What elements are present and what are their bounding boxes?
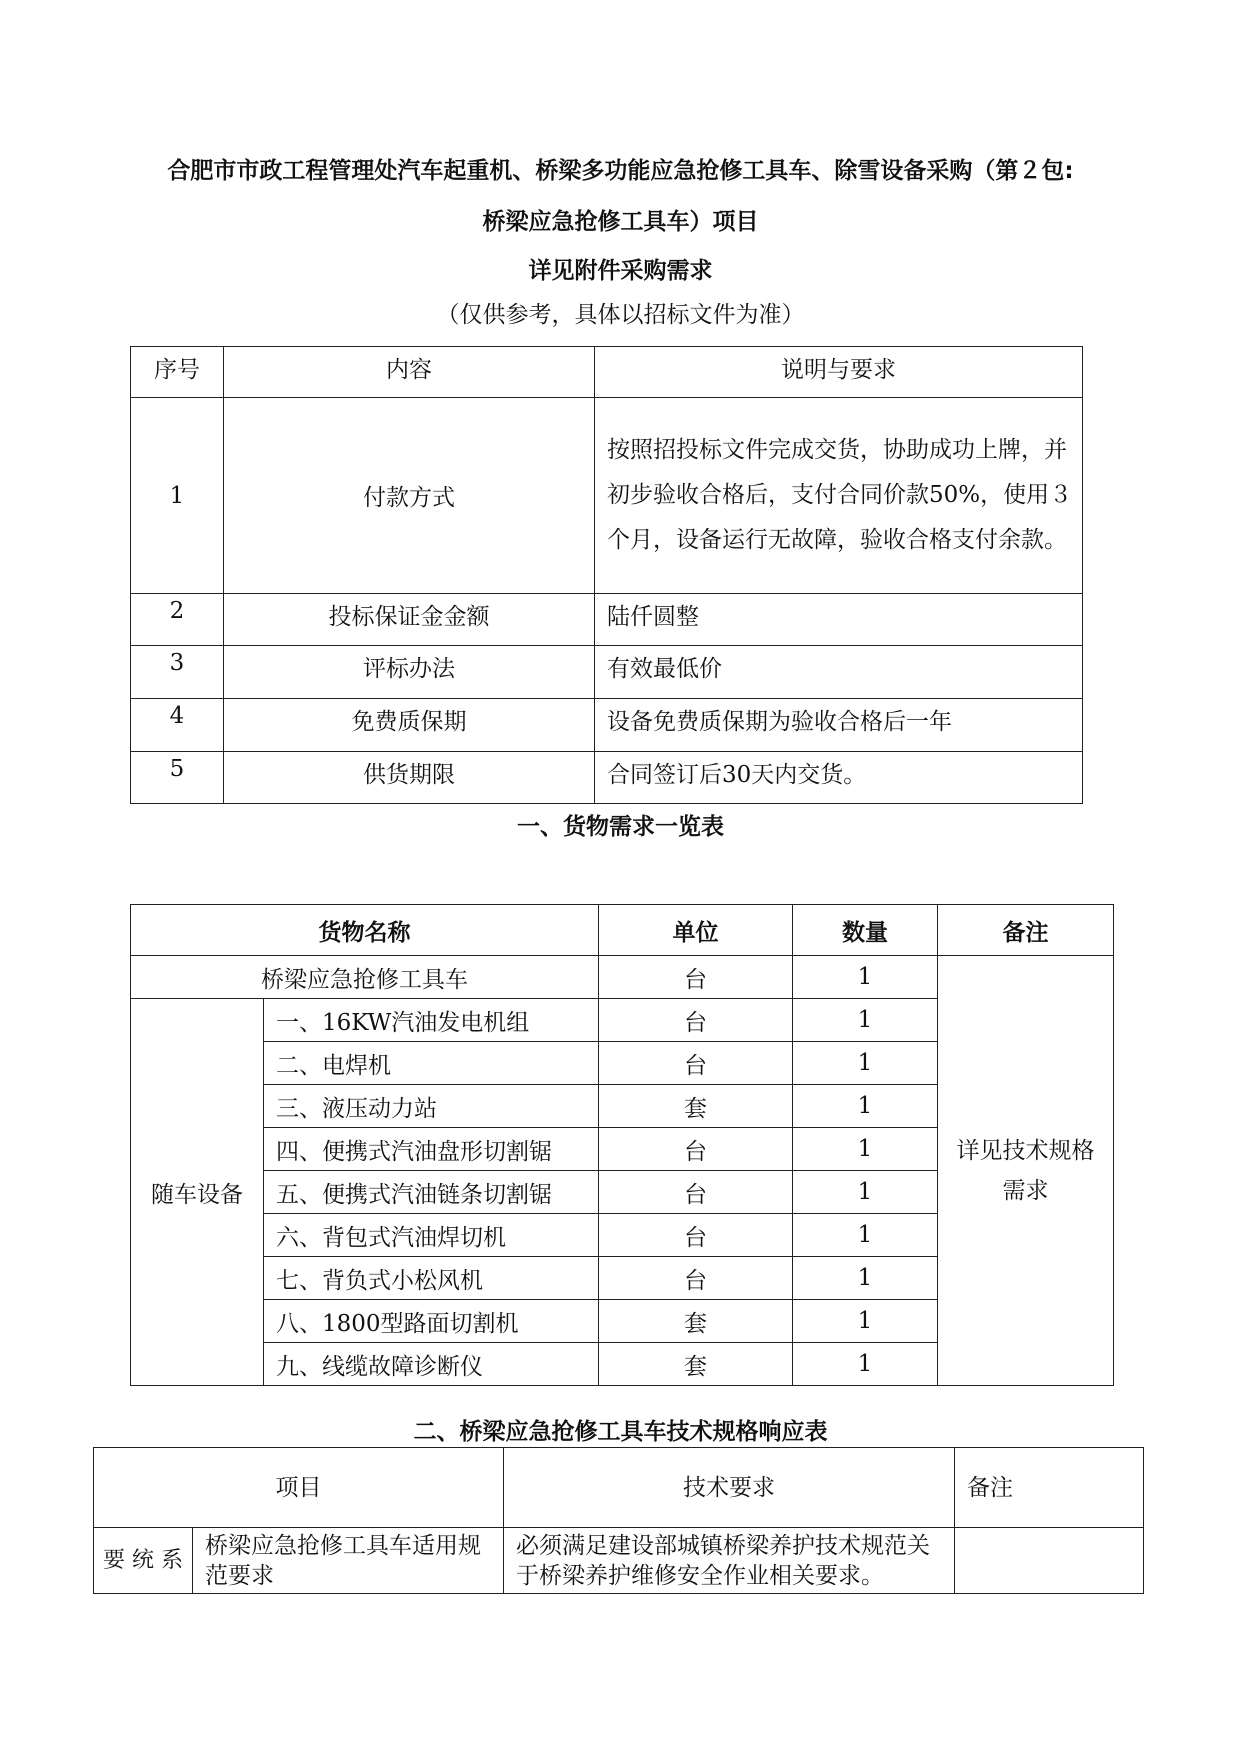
col-header-no: 序号 xyxy=(131,347,224,398)
row-content: 免费质保期 xyxy=(224,699,595,752)
goods-qty: 1 xyxy=(793,956,938,999)
goods-unit: 套 xyxy=(599,1300,793,1343)
goods-qty: 1 xyxy=(793,1171,938,1214)
goods-qty: 1 xyxy=(793,1085,938,1128)
goods-name: 八、1800型路面切割机 xyxy=(264,1300,599,1343)
row-desc: 设备免费质保期为验收合格后一年 xyxy=(595,699,1083,752)
group-label: 随车设备 xyxy=(131,999,264,1386)
row-no: 1 xyxy=(131,398,224,594)
goods-qty: 1 xyxy=(793,999,938,1042)
goods-name: 二、电焊机 xyxy=(264,1042,599,1085)
table-row xyxy=(131,956,1114,999)
col-header-remark: 备注 xyxy=(955,1448,1144,1528)
row-desc: 合同签订后30天内交货。 xyxy=(595,752,1083,804)
row-no: 2 xyxy=(131,594,224,646)
terms-table xyxy=(130,346,1083,804)
goods-name: 五、便携式汽油链条切割锯 xyxy=(264,1171,599,1214)
row-content: 投标保证金金额 xyxy=(224,594,595,646)
section2-title: 二、桥梁应急抢修工具车技术规格响应表 xyxy=(413,1419,828,1445)
row-content: 评标办法 xyxy=(224,646,595,699)
terms-header-row xyxy=(131,347,1083,398)
goods-unit: 台 xyxy=(599,1042,793,1085)
spec-item: 桥梁应急抢修工具车适用规范要求 xyxy=(193,1528,504,1594)
table-row xyxy=(94,1528,1144,1594)
goods-unit: 台 xyxy=(599,956,793,999)
row-no: 3 xyxy=(131,646,224,699)
goods-unit: 台 xyxy=(599,1171,793,1214)
spec-requirement: 必须满足建设部城镇桥梁养护技术规范关于桥梁养护维修安全作业相关要求。 xyxy=(504,1528,955,1594)
document-title-line1: 合肥市市政工程管理处汽车起重机、桥梁多功能应急抢修工具车、除雪设备采购（第２包: xyxy=(167,158,1074,184)
goods-qty: 1 xyxy=(793,1042,938,1085)
col-header-requirement: 技术要求 xyxy=(504,1448,955,1528)
col-header-qty: 数量 xyxy=(793,905,938,956)
goods-unit: 台 xyxy=(599,1214,793,1257)
goods-name: 四、便携式汽油盘形切割锯 xyxy=(264,1128,599,1171)
col-header-unit: 单位 xyxy=(599,905,793,956)
goods-qty: 1 xyxy=(793,1128,938,1171)
row-desc: 有效最低价 xyxy=(595,646,1083,699)
col-header-desc: 说明与要求 xyxy=(595,347,1083,398)
goods-header-row xyxy=(131,905,1114,956)
goods-name: 一、16KW汽油发电机组 xyxy=(264,999,599,1042)
col-header-content: 内容 xyxy=(224,347,595,398)
goods-unit: 台 xyxy=(599,1257,793,1300)
table-row xyxy=(131,752,1083,804)
spec-category: 要 统 系 xyxy=(94,1528,193,1594)
goods-name: 九、线缆故障诊断仪 xyxy=(264,1343,599,1386)
row-desc: 陆仟圆整 xyxy=(595,594,1083,646)
goods-name: 三、液压动力站 xyxy=(264,1085,599,1128)
goods-unit: 台 xyxy=(599,999,793,1042)
goods-qty: 1 xyxy=(793,1343,938,1386)
row-no: 5 xyxy=(131,752,224,804)
spec-remark xyxy=(955,1528,1144,1594)
goods-name: 桥梁应急抢修工具车 xyxy=(131,956,599,999)
col-header-item: 项目 xyxy=(94,1448,504,1528)
row-content: 付款方式 xyxy=(224,398,595,594)
section1-title: 一、货物需求一览表 xyxy=(517,814,724,840)
col-header-goods-name: 货物名称 xyxy=(131,905,599,956)
goods-name: 六、背包式汽油焊切机 xyxy=(264,1214,599,1257)
goods-table xyxy=(130,904,1114,1386)
reference-note: （仅供参考，具体以招标文件为准） xyxy=(436,302,805,328)
goods-name: 七、背负式小松风机 xyxy=(264,1257,599,1300)
tech-spec-table xyxy=(93,1447,1144,1594)
goods-unit: 套 xyxy=(599,1085,793,1128)
document-title-line3: 详见附件采购需求 xyxy=(528,258,713,284)
goods-unit: 套 xyxy=(599,1343,793,1386)
goods-unit: 台 xyxy=(599,1128,793,1171)
goods-remark: 详见技术规格需求 xyxy=(938,956,1114,1386)
table-row xyxy=(131,699,1083,752)
table-row xyxy=(131,594,1083,646)
goods-qty: 1 xyxy=(793,1214,938,1257)
document-title-line2: 桥梁应急抢修工具车）项目 xyxy=(482,209,759,235)
tech-header-row xyxy=(94,1448,1144,1528)
col-header-remark: 备注 xyxy=(938,905,1114,956)
goods-qty: 1 xyxy=(793,1300,938,1343)
row-no: 4 xyxy=(131,699,224,752)
row-desc: 按照招投标文件完成交货，协助成功上牌，并初步验收合格后，支付合同价款50%，使用３个月，设备运行无故障，验收合格支付余款。 xyxy=(595,398,1083,594)
table-row xyxy=(131,646,1083,699)
goods-qty: 1 xyxy=(793,1257,938,1300)
row-content: 供货期限 xyxy=(224,752,595,804)
table-row xyxy=(131,398,1083,594)
